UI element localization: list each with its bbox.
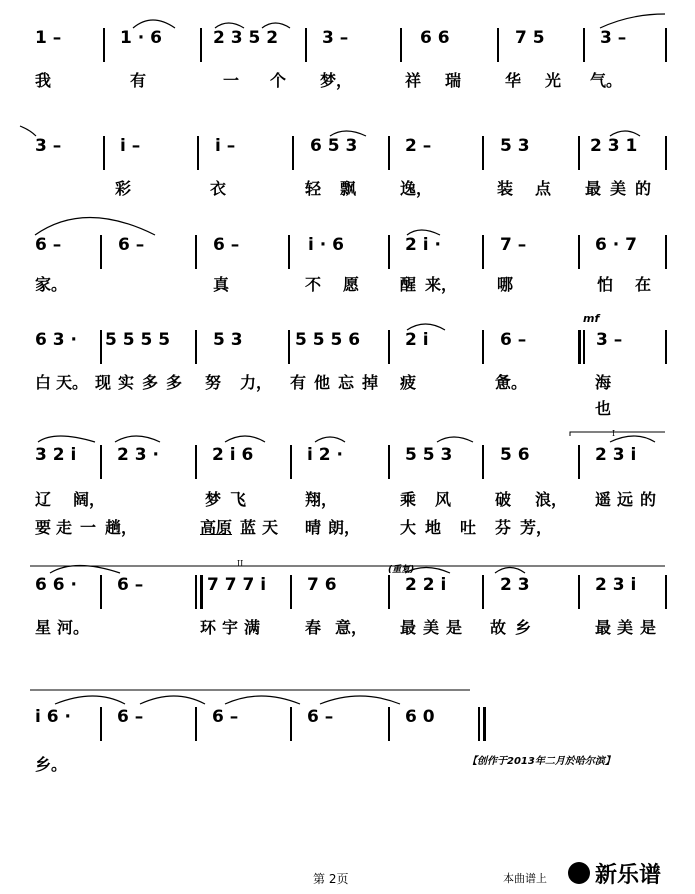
lyric: 飘 bbox=[340, 179, 357, 198]
lyric: 远 bbox=[617, 490, 634, 509]
lyric: 星 bbox=[35, 618, 52, 637]
lyric: 高原 bbox=[200, 518, 233, 537]
lyric: 天 bbox=[262, 518, 279, 537]
measure-note: 6 – bbox=[117, 575, 144, 595]
lyric: 怕 bbox=[597, 275, 614, 294]
lyric: 一 bbox=[80, 518, 97, 537]
measure-note: i – bbox=[120, 136, 141, 156]
lyric: 衣 bbox=[210, 179, 227, 198]
measure-note: 6 – bbox=[307, 707, 334, 727]
measure-note: 7 – bbox=[500, 235, 527, 255]
lyric: 故 bbox=[490, 618, 507, 637]
lyric: 宇 bbox=[222, 618, 239, 637]
measure-note: i 2 · bbox=[307, 445, 343, 465]
lyric: 阔， bbox=[73, 490, 106, 509]
lyric: 我 bbox=[35, 71, 52, 90]
lyric: 醒 bbox=[400, 275, 417, 294]
lyric: 乡 bbox=[515, 618, 532, 637]
measure-note: 3 – bbox=[600, 28, 627, 48]
measure-note: 5 3 bbox=[213, 330, 243, 350]
source-text: 本曲谱上 bbox=[503, 872, 547, 885]
dynamics-mark: mf bbox=[583, 312, 600, 325]
measure-note: 2 3 · bbox=[117, 445, 159, 465]
lyric: 芬 bbox=[495, 518, 512, 537]
svg-text:II: II bbox=[237, 559, 244, 568]
lyric: 家。 bbox=[35, 275, 68, 294]
lyric: 芳， bbox=[520, 518, 553, 537]
lyric: 风 bbox=[435, 490, 452, 509]
composition-note: 【创作于2013年二月於哈尔滨】 bbox=[467, 756, 615, 767]
measure-note: 2 i 6 bbox=[212, 445, 254, 465]
lyric: 飞 bbox=[230, 490, 247, 509]
measure-note: 6 – bbox=[118, 235, 145, 255]
lyric: 美 bbox=[610, 179, 627, 198]
lyric: 浪， bbox=[535, 490, 568, 509]
lyric: 掉 bbox=[362, 373, 379, 392]
lyric: 最 bbox=[400, 618, 417, 637]
lyric: 翔， bbox=[305, 490, 338, 509]
measure-note: 2 i · bbox=[405, 235, 441, 255]
repeat-label: (重复) bbox=[388, 565, 415, 575]
lyric: 地 bbox=[425, 518, 442, 537]
lyric: 祥 bbox=[405, 71, 422, 90]
measure-note: 7 6 bbox=[307, 575, 337, 595]
lyric: 不 bbox=[305, 275, 322, 294]
measure-note: 6 – bbox=[500, 330, 527, 350]
lyric: 白 bbox=[35, 373, 52, 392]
lyric: 也 bbox=[595, 399, 612, 418]
measure-note: 5 5 3 bbox=[405, 445, 453, 465]
lyric: 走 bbox=[56, 518, 73, 537]
lyric: 意， bbox=[335, 618, 368, 637]
lyric: 气。 bbox=[590, 71, 623, 90]
lyric: 忘 bbox=[338, 373, 355, 392]
measure-note: 5 6 bbox=[500, 445, 530, 465]
measure-note: 5 5 5 5 bbox=[105, 330, 171, 350]
lyric: 乘 bbox=[400, 490, 417, 509]
lyric: 破 bbox=[495, 490, 512, 509]
measure-note: 7 5 bbox=[515, 28, 545, 48]
lyric: 是 bbox=[446, 618, 463, 637]
lyric: 一 bbox=[223, 71, 240, 90]
lyric: 最 bbox=[595, 618, 612, 637]
measure-note: 6 5 3 bbox=[310, 136, 358, 156]
measure-note: 2 3 i bbox=[595, 575, 637, 595]
lyric: 哪 bbox=[497, 275, 514, 294]
lyric: 多 bbox=[142, 373, 159, 392]
measure-note: i – bbox=[215, 136, 236, 156]
page-number: 第 2页 bbox=[313, 872, 349, 886]
measure-note: 6 0 bbox=[405, 707, 435, 727]
measure-note: 5 3 bbox=[500, 136, 530, 156]
lyric: 天。 bbox=[56, 373, 89, 392]
lyric: 满 bbox=[244, 618, 261, 637]
measure-note: 6 6 bbox=[420, 28, 450, 48]
measure-note: 2 3 1 bbox=[590, 136, 638, 156]
lyric: 乡。 bbox=[35, 755, 68, 774]
measure-note: i 6 · bbox=[35, 707, 71, 727]
lyric: 实 bbox=[118, 373, 135, 392]
measure-note: 2 i bbox=[405, 330, 429, 350]
measure-note: 5 5 5 6 bbox=[295, 330, 361, 350]
lyric: 晴 bbox=[305, 518, 322, 537]
measure-note: 2 2 i bbox=[405, 575, 447, 595]
lyric: 个 bbox=[270, 71, 287, 90]
measure-note: 2 – bbox=[405, 136, 432, 156]
lyric: 辽 bbox=[35, 490, 52, 509]
lyric: 在 bbox=[635, 275, 652, 294]
lyric: 他 bbox=[314, 373, 331, 392]
measure-note: 6 – bbox=[117, 707, 144, 727]
lyric: 美 bbox=[617, 618, 634, 637]
lyric: 遥 bbox=[595, 490, 612, 509]
lyric: 力， bbox=[240, 373, 273, 392]
measure-note: 3 – bbox=[596, 330, 623, 350]
lyric: 逸， bbox=[400, 179, 433, 198]
lyric: 最 bbox=[585, 179, 602, 198]
measure-note: 3 – bbox=[35, 136, 62, 156]
site-logo[interactable]: 新乐谱 bbox=[595, 863, 662, 888]
measure-note: 1 · 6 bbox=[120, 28, 162, 48]
measure-note: 2 3 bbox=[500, 575, 530, 595]
lyric: 华 bbox=[505, 71, 522, 90]
measure-note: i · 6 bbox=[308, 235, 344, 255]
lyric: 来， bbox=[425, 275, 458, 294]
lyric: 要 bbox=[35, 518, 52, 537]
svg-text:I: I bbox=[612, 429, 616, 438]
lyric: 疲 bbox=[400, 373, 417, 392]
lyric: 愿 bbox=[343, 275, 360, 294]
lyric: 蓝 bbox=[240, 518, 257, 537]
lyric: 有 bbox=[290, 373, 307, 392]
measure-note: 6 3 · bbox=[35, 330, 77, 350]
measure-note: 6 – bbox=[213, 235, 240, 255]
lyric: 大 bbox=[400, 518, 417, 537]
logo-icon bbox=[568, 862, 590, 884]
lyric: 趟， bbox=[105, 518, 138, 537]
measure-note: 6 6 · bbox=[35, 575, 77, 595]
lyric: 有 bbox=[130, 71, 147, 90]
lyric: 吐 bbox=[460, 518, 477, 537]
measure-note: 1 – bbox=[35, 28, 62, 48]
lyric: 光 bbox=[545, 71, 562, 90]
lyric: 的 bbox=[635, 179, 652, 198]
lyric: 春 bbox=[305, 618, 322, 637]
lyric: 努 bbox=[205, 373, 222, 392]
measure-note: 3 2 i bbox=[35, 445, 77, 465]
lyric: 朗， bbox=[328, 518, 361, 537]
lyric: 是 bbox=[640, 618, 657, 637]
measure-note: 6 – bbox=[35, 235, 62, 255]
lyric: 河。 bbox=[57, 618, 90, 637]
lyric: 点 bbox=[535, 179, 552, 198]
measure-note: 3 – bbox=[322, 28, 349, 48]
lyric: 彩 bbox=[115, 179, 132, 198]
lyric: 瑞 bbox=[445, 71, 462, 90]
lyric: 梦 bbox=[205, 490, 222, 509]
lyric: 装 bbox=[497, 179, 514, 198]
measure-note: 2 3 i bbox=[595, 445, 637, 465]
lyric: 的 bbox=[640, 490, 657, 509]
lyric: 真 bbox=[213, 275, 230, 294]
lyric: 环 bbox=[200, 618, 217, 637]
measure-note: 6 – bbox=[212, 707, 239, 727]
measure-note: 2 3 5 2 bbox=[213, 28, 279, 48]
lyric: 海 bbox=[595, 373, 612, 392]
lyric: 惫。 bbox=[495, 373, 528, 392]
lyric: 美 bbox=[423, 618, 440, 637]
lyric: 梦， bbox=[320, 71, 353, 90]
lyric: 多 bbox=[166, 373, 183, 392]
lyric: 现 bbox=[95, 373, 112, 392]
measure-note: 6 · 7 bbox=[595, 235, 637, 255]
measure-note: 7 7 7 i bbox=[207, 575, 267, 595]
lyric: 轻 bbox=[305, 179, 322, 198]
